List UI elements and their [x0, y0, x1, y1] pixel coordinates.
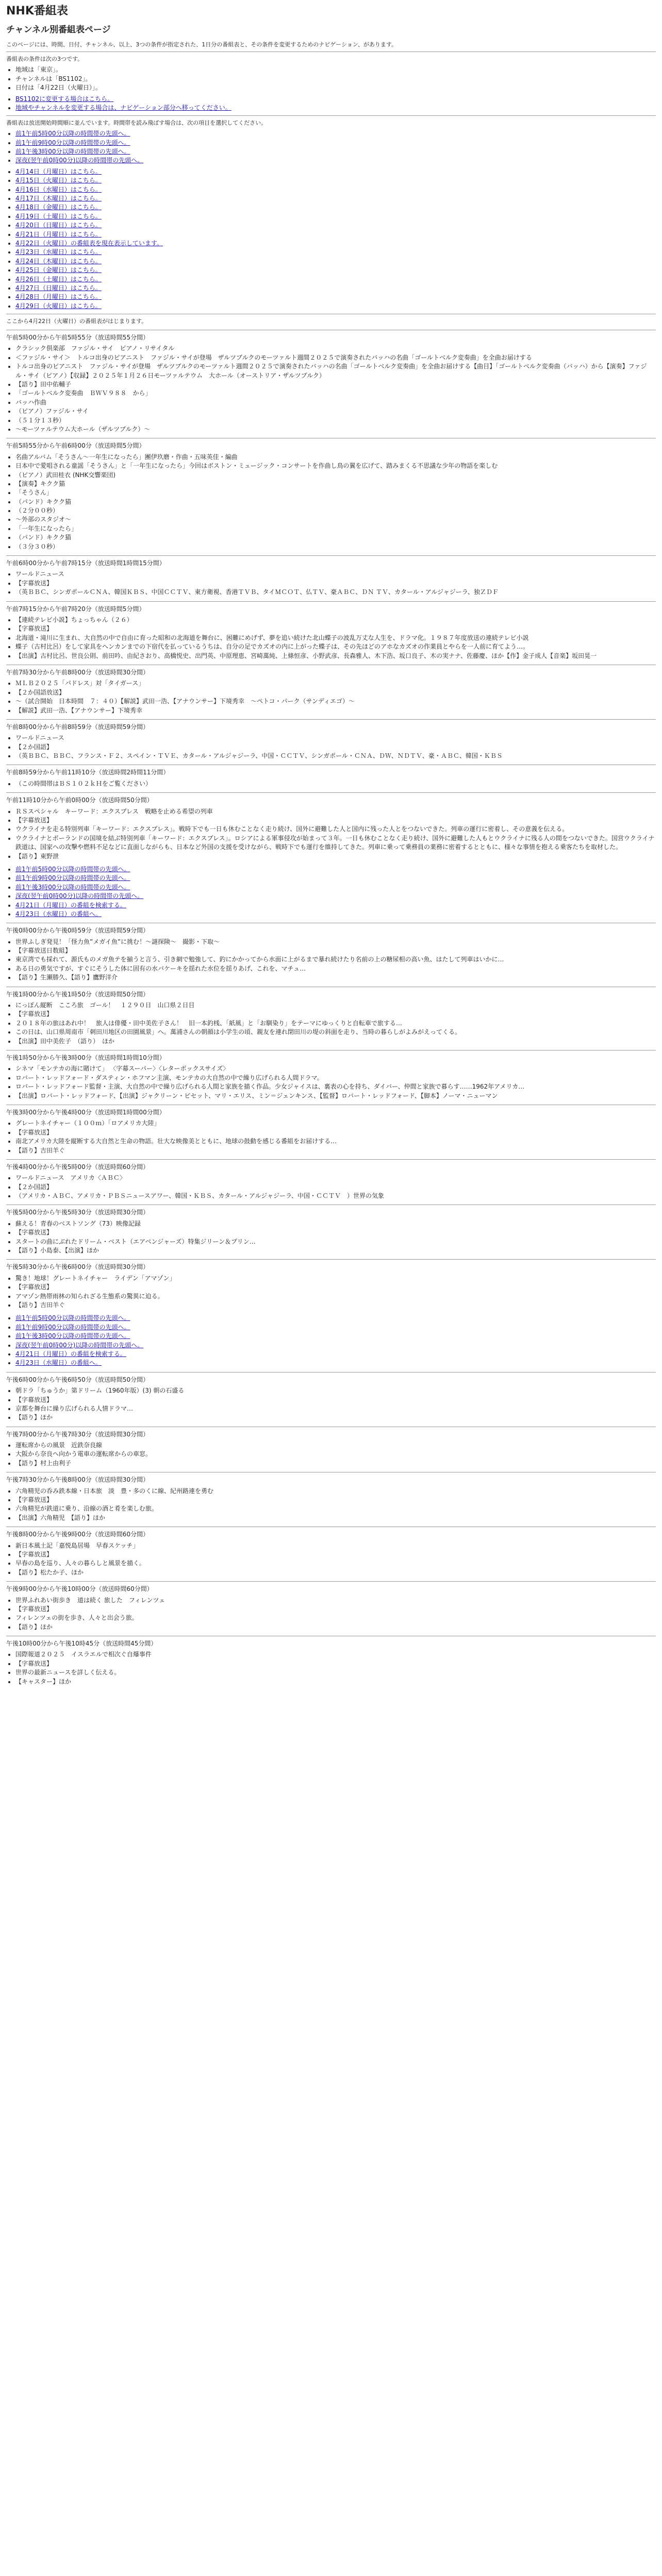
program-title: • ＲＳスペシャル キーワード：エクスプレス 戦略を止める希望の列車 [15, 807, 656, 816]
bottom-links [15, 1314, 656, 1367]
program-details [15, 1001, 656, 1046]
program-title: • 蘇える！青春のベストソング（73）映像記録 [15, 1219, 656, 1228]
program-detail: • 【字幕放送】 [15, 1010, 656, 1019]
program-title: • ワールドニュース [15, 570, 656, 579]
date-link[interactable]: 4月14日（月曜日）はこちら。 [15, 167, 102, 175]
program-detail: • （英ＢＢＣ、シンガポールＣＮＡ、韓国ＫＢＳ、中国ＣＣＴＶ、東方衛視、香港ＴＶＢ、タイＭＣＯＴ、仏ＴＶ、豪ＡＢＣ、ＤＮ ＴＶ、カタール・アルジャジーラ、独ＺＤＦ [15, 588, 656, 597]
program-list [6, 330, 656, 861]
program-title: • 国際報道２０２５ イスラエルで相次ぐ自爆事件 [15, 1650, 656, 1659]
program-detail: • 【出演】ロバート・レッドフォード、【出演】ジャクリーン・ビセット、マリ・エリス、ミン＝ジェンキンス、【監督】ロバート・レッドフォード、【脚本】ノーマ・ニューマン [15, 1092, 656, 1100]
program-title: • 新日本風土記「嘉悦島居場 早春スケッチ」 [15, 1541, 656, 1550]
program-detail: • ロバート・レッドフォード監督・主演、大自然の中で繰り広げられる人間と家族を描く作品。少女ジャイスは、裏表の心を持ち、ダイバー、仲間と家族で暮らす……1962年アメリカ… [15, 1082, 656, 1091]
time-jump-link[interactable]: 深夜(翌午前0時00分)以降の時間帯の先頭へ。 [15, 892, 144, 900]
program-detail: • 【２か国語放送】 [15, 688, 656, 697]
time-jump-link[interactable]: 前1午前9時00分以降の時間帯の先頭へ。 [15, 1323, 130, 1331]
program-details [15, 1386, 656, 1422]
program-detail: • 【語り】田中佑輔子 [15, 380, 656, 389]
program-time: 午後6時00分から午後6時50分（放送時間50分間） [6, 1376, 150, 1383]
date-link[interactable]: 4月25日（金曜日）はこちら。 [15, 266, 102, 274]
program-detail: • 【字幕放送】 [15, 1283, 656, 1292]
condition-item: • チャンネルは「BS1102」。 [15, 75, 656, 83]
program-time: 午後5時30分から午後6時00分（放送時間30分間） [6, 1263, 150, 1271]
program-detail: • バッハ作曲 [15, 398, 656, 407]
program-time: 午前5時00分から午前5時55分（放送時間55分間） [6, 334, 150, 342]
list-intro: ここから4月22日（火曜日）の番組表がはじまります。 [6, 318, 147, 325]
program-time: 午後8時00分から午後9時00分（放送時間60分間） [6, 1531, 150, 1538]
program-time: 午前5時55分から午前6時00分（放送時間5分間） [6, 442, 145, 450]
program-details [15, 344, 656, 434]
program-details [15, 1650, 656, 1686]
date-link[interactable]: 4月29日（火曜日）はこちら。 [15, 302, 102, 310]
program-detail: • アマゾン熱帯雨林の知られざる生態系の驚異に迫る。 [15, 1292, 656, 1301]
program-detail: • 【字幕放送】 [15, 624, 656, 633]
program-block [6, 1527, 656, 1577]
program-detail: • （ピアノ）武田桂衣 (NHK交響楽団) [15, 471, 656, 480]
condition-item: • 日付は「4月22日（火曜日）」。 [15, 83, 656, 92]
program-detail: • ＜ファジル・サイ＞ トルコ出身のピアニスト ファジル・サイが登場 ザルツブルクのモーツァルト週間２０２５で演奏されたバッハの名曲「ゴールトベルク変奏曲」を全曲お届けする [15, 353, 656, 362]
time-links-heading: 番組表は放送開始時間順に並んでいます。時間帯を読み飛ばす場合は、次の項目を選択してください。 [6, 120, 267, 127]
time-jump-link[interactable]: 前1午後3時00分以降の時間帯の先頭へ。 [15, 1332, 130, 1340]
program-detail: • 早春の島を巡り、人々の暮らしと風景を描く。 [15, 1559, 656, 1568]
date-link[interactable]: 4月18日（金曜日）はこちら。 [15, 204, 102, 211]
program-detail: • 日本中で愛唱される童謡「そうさん」と「一年生になったら」今回はボストン・ミュージック・コンサートを作曲し鳥の翼を広げて、踏みまくる不思議な少年の物語を楽しむ [15, 462, 656, 470]
program-time: 午後7時00分から午後7時30分（放送時間30分間） [6, 1430, 150, 1438]
program-detail: • （パンド）キクク猫 [15, 498, 656, 506]
program-detail: • ロバート・レッドフォード・ダスティン・ホフマン主演、モンテカの大自然の中で繰り広げられる人間ドラマ。 [15, 1074, 656, 1082]
program-detail: • 【語り】東野泄 [15, 852, 656, 861]
divider [6, 1259, 656, 1260]
program-details [15, 1541, 656, 1578]
date-link[interactable]: 4月28日（月曜日）はこちら。 [15, 293, 102, 301]
program-details [15, 1219, 656, 1256]
program-block [6, 1205, 656, 1255]
date-link[interactable]: 4月16日（水曜日）はこちら。 [15, 185, 102, 193]
program-detail: • 【字幕放送】 [15, 1396, 656, 1404]
program-block [6, 1259, 656, 1310]
program-detail: • 【２か国語】 [15, 743, 656, 752]
program-block [6, 1159, 656, 1201]
program-detail: • （英ＢＢＣ、ＢＢＣ、フランス・Ｆ２、スペイン・ＴＶＥ、カタール・アルジャジーラ、中国・ＣＣＴＶ、シンガポール・ＣＮＡ、ＤＷ、ＮＤＴＶ、豪・ＡＢＣ、韓国・ＫＢＳ [15, 752, 656, 760]
program-block [6, 765, 656, 788]
program-detail: • 【字幕放送】 [15, 1128, 656, 1137]
date-link[interactable]: 4月15日（火曜日）はこちら。 [15, 177, 102, 184]
program-detail: • 【語り】吉田羊ぐ [15, 1301, 656, 1310]
program-detail: • 【語り】吉田羊ぐ [15, 1146, 656, 1155]
conditions-heading: 番組表の条件は次の3つです。 [6, 56, 84, 63]
intro-text: このページには、時間、日付、チャンネル、以上、3つの条件が指定された、1日分の番組表と、その条件を変更するためのナビゲーション、があります。 [6, 41, 398, 48]
program-detail: • ある日の勇気ですが、すぐにそうした体に固有の水バケーキを揺れた水位を揺りあげ、これを、マチュ… [15, 964, 656, 973]
program-block [6, 1372, 656, 1422]
divider [6, 1581, 656, 1582]
program-time: 午前11時10分から午前0時00分（放送時間50分間） [6, 796, 153, 804]
date-link[interactable]: 4月17日（木曜日）はこちら。 [15, 195, 102, 202]
program-detail: • スタートの曲にぶれたドリーム・ベスト（エアベンジャーズ）特集ジリーン＆プリン… [15, 1238, 656, 1246]
program-title: • 運転席からの風景 近鉄奈良線 [15, 1441, 656, 1450]
program-block [6, 1472, 656, 1522]
program-detail: • フィレンツェの街を歩き、人々と出会う旅。 [15, 1614, 656, 1622]
program-detail: • （パンド）キクク猫 [15, 533, 656, 542]
program-details [15, 1064, 656, 1100]
program-list [6, 923, 656, 1310]
program-block [6, 1427, 656, 1468]
program-details [15, 1596, 656, 1632]
nav-jump-link[interactable]: 地域やチャンネルを変更する場合は、ナビゲーション部分へ移ってください。 [15, 104, 231, 111]
time-jump-link[interactable]: 前1午前5時00分以降の時間帯の先頭へ。 [15, 1314, 130, 1322]
program-details [15, 1274, 656, 1310]
program-detail: • 【字幕放送】 [15, 1496, 656, 1504]
divider [6, 792, 656, 793]
program-title: • （この時間帯はＢＳ１０２ｋＨをご覧ください） [15, 779, 656, 788]
program-time: 午後5時00分から午後5時30分（放送時間30分間） [6, 1209, 150, 1216]
date-link[interactable]: 4月23日（水曜日）の番組へ。 [15, 1359, 102, 1367]
program-block [6, 330, 656, 434]
program-detail: • この日は、山口県周南市「刺田川地区の田園風景」へ。萬浦さんの朝顔は小学生の頃、親友を連れ閉田川の堤の斜面を走り、当時の暮らしがよみがえってくる。 [15, 1028, 656, 1037]
program-details [15, 1441, 656, 1468]
date-link[interactable]: 4月26日（土曜日）はこちら。 [15, 275, 102, 283]
program-block [6, 1105, 656, 1155]
program-block [6, 719, 656, 761]
program-detail: • 京都を舞台に繰り広げられる人情ドラマ… [15, 1404, 656, 1413]
time-jump-link[interactable]: 前1午前5時00分以降の時間帯の先頭へ。 [15, 130, 130, 138]
program-time: 午前7時15分から午前7時20分（放送時間5分間） [6, 605, 145, 613]
program-detail: • ２０１８年の旅はあれ中！ 旅人は俳優・田中美佐子さん！ 旧一本釣桟、「紙風」と「お馴染り」をテーマにゆっくりと自転車で旅する… [15, 1019, 656, 1028]
date-link[interactable]: 4月27日（日曜日）はこちら。 [15, 284, 102, 292]
program-detail: • 【語り】村上由利子 [15, 1459, 656, 1468]
program-detail: • 【キャスター】ほか [15, 1677, 656, 1686]
program-block [6, 1050, 656, 1100]
program-detail: • 【語り】松たか子、ほか [15, 1568, 656, 1577]
program-title: • 朝ドラ「ちゅうか」第ドリーム（1960年版）(3) 朝の石盛る [15, 1386, 656, 1395]
program-title: • にっぽん縦断 こころ旅 ゴール！ １２９０日 山口県２日目 [15, 1001, 656, 1010]
program-time: 午後1時00分から午後1時50分（放送時間50分間） [6, 990, 150, 998]
program-detail: • 「ゴールトベルク変奏曲 ＢＷＶ９８８ から」 [15, 389, 656, 398]
program-detail: • 【出演】六角精児 【語り】ほか [15, 1514, 656, 1522]
program-title: • 世界ふれあい街歩き 道は続く 旅した フィレンツェ [15, 1596, 656, 1605]
program-detail: • 【字幕放送】 [15, 579, 656, 588]
program-detail: • 大阪から奈良へ向かう電車の運転席からの車窓。 [15, 1450, 656, 1459]
program-details [15, 570, 656, 597]
date-links [15, 167, 656, 311]
date-link[interactable]: 4月21日（月曜日）の番組を検索する。 [15, 901, 126, 909]
program-block [6, 555, 656, 597]
program-title: • 名曲アルバム「そうさん〜一年生になったら」團伊玖磨・作曲・五味英佳・編曲 [15, 453, 656, 462]
program-block [6, 987, 656, 1046]
date-link[interactable]: 4月24日（木曜日）はこちら。 [15, 257, 102, 265]
program-details [15, 616, 656, 660]
program-title: • 六角精児の呑み鉄本線・日本旅 淡 豊・多のくに線、紀州路連を勇む [15, 1487, 656, 1496]
program-title: • ワールドニュース [15, 734, 656, 742]
program-title: • ＭＬＢ２０２５「パドレス」対「タイガース」 [15, 679, 656, 688]
conditions-list [15, 65, 656, 92]
channel-links [15, 95, 656, 113]
divider [6, 719, 656, 720]
program-detail: • トルコ出身のピアニスト ファジル・サイが登場 ザルツブルクのモーツァルト週間２０２５で演奏されたバッハの名曲「ゴールトベルク変奏曲」を全曲お届けする【曲目】「ゴールトベルク変奏曲（バッハ）から【演奏】ファジル・サイ（ピアノ）【収録】２０２５年１月２６日モーツァルテウム 大ホール（オーストリア・ザルツブルク） [15, 362, 656, 380]
divider [6, 1159, 656, 1160]
program-detail: • 世界の最新ニュースを詳しく伝える。 [15, 1668, 656, 1677]
time-jump-link[interactable]: 前1午前9時00分以降の時間帯の先頭へ。 [15, 874, 130, 882]
program-title: • 世界ふしぎ発見！「怪力魚”メガイ魚”に挑む！〜謎探険〜 撮影・下取〜 [15, 938, 656, 946]
program-title: • 驚き！地球！グレートネイチャー ライデン「アマゾン」 [15, 1274, 656, 1283]
program-time: 午後4時00分から午後5時00分（放送時間60分間） [6, 1163, 150, 1171]
program-time: 午前8時00分から午前8時59分（放送時間59分間） [6, 723, 150, 731]
program-detail: • （２分００秒） [15, 506, 656, 515]
divider [6, 601, 656, 602]
program-time: 午前7時30分から午前8時00分（放送時間30分間） [6, 668, 150, 676]
mid-links [15, 865, 656, 919]
program-detail: • 六角精児が鉄道に乗り、沿線の酒と肴を楽しむ旅。 [15, 1504, 656, 1513]
program-time: 午後0時00分から午後0時59分（放送時間59分間） [6, 927, 150, 935]
program-list [6, 1372, 656, 1686]
program-details [15, 1174, 656, 1200]
time-jump-link[interactable]: 前1午前9時00分以降の時間帯の先頭へ。 [15, 139, 130, 146]
program-time: 午後9時00分から午後10時00分（放送時間60分間） [6, 1585, 153, 1593]
program-title: • 【連続テレビ小説】ちょっちゃん（２６） [15, 616, 656, 624]
program-details [15, 679, 656, 715]
program-detail: • 【字幕放送】 [15, 816, 656, 825]
program-detail: • 【字幕放送】 [15, 1550, 656, 1559]
change-channel-link[interactable]: BS1102に変更する場合はこちら。 [15, 95, 114, 103]
program-details [15, 453, 656, 551]
program-detail: • 北海道・滝川に生まれ、大自然の中で自由に育った昭和の北海道を舞台に、困難にめげず、夢を追い続けた北山蝶子の波乱万丈な人生を、ドラマ化。１９８７年度放送の連続テレビ小説 [15, 634, 656, 642]
program-time: 午後3時00分から午後4時00分（放送時間1時間00分間） [6, 1108, 166, 1116]
program-detail: • （５１分１３秒） [15, 416, 656, 425]
program-title: • グレートネイチャー（１００ｍ）「ロアメリカ大陸」 [15, 1119, 656, 1128]
program-details [15, 938, 656, 982]
program-detail: • 【２か国語】 [15, 1183, 656, 1192]
program-block [6, 601, 656, 660]
program-detail: • 【語り】小島泰、【出演】ほか [15, 1246, 656, 1255]
program-title: • クラシック倶楽部 ファジル・サイ ピアノ・リサイタル [15, 344, 656, 353]
condition-item: • 地域は「東京」。 [15, 65, 656, 74]
page-title: NHK番組表 [6, 5, 68, 18]
time-jump-link[interactable]: 前1午前5時00分以降の時間帯の先頭へ。 [15, 865, 130, 873]
program-block [6, 792, 656, 861]
program-block [6, 1581, 656, 1632]
page-subtitle: チャンネル別番組表ページ [6, 24, 111, 35]
time-jump-link[interactable]: 深夜(翌午前0時00分)以降の時間帯の先頭へ。 [15, 157, 144, 164]
program-details [15, 734, 656, 760]
program-time: 午前8時59分から午前11時10分（放送時間2時間11分間） [6, 769, 170, 776]
program-details [15, 1487, 656, 1523]
time-jump-link[interactable]: 前1午後3時00分以降の時間帯の先頭へ。 [15, 148, 130, 156]
program-detail: • 【字幕放送】 [15, 1605, 656, 1614]
program-detail: • 〜（試合開始 日本時間 ７：４０）【解説】武田一浩、【アナウンサー】下境秀幸 〜ペトコ・パーク（サンディエゴ）〜 [15, 697, 656, 706]
program-block [6, 923, 656, 982]
program-detail: • 【語り】ほか [15, 1413, 656, 1422]
program-block [6, 1636, 656, 1686]
program-time: 午後7時30分から午後8時00分（放送時間30分間） [6, 1476, 150, 1484]
program-time: 午前6時00分から午前7時15分（放送時間1時間15分間） [6, 560, 166, 567]
date-link[interactable]: 4月19日（土曜日）はこちら。 [15, 212, 102, 220]
program-details [15, 779, 656, 788]
program-detail: • ウクライナを走る特別列車「キーワード：エクスプレス」。戦時下でも一日も休むことなく走り続け、国外に避難した人と国内に残った人とをつないできた。列車の運行に密着し、その意義を伝える。 [15, 825, 656, 834]
program-detail: • 【解説】武田一浩、【アナウンサー】下境秀幸 [15, 706, 656, 715]
program-detail: • （３分３０秒） [15, 543, 656, 551]
program-detail: • 【字幕放送】 [15, 1228, 656, 1237]
time-links [15, 129, 656, 165]
program-detail: • 【出演】田中美佐子 （語り） ほか [15, 1037, 656, 1046]
program-block [6, 438, 656, 551]
date-link-current[interactable]: 4月22日（火曜日）の番組表を現在表示しています。 [15, 239, 163, 247]
time-jump-link[interactable]: 深夜(翌午前0時00分)以降の時間帯の先頭へ。 [15, 1341, 144, 1349]
program-details [15, 1119, 656, 1155]
program-detail: • 【語り】ほか [15, 1623, 656, 1632]
program-detail: • 南北アメリカ大陸を縦断する大自然と生命の物語。壮大な映像美とともに、地球の鼓動を感じる番組をお届けする… [15, 1137, 656, 1146]
program-time: 午後10時00分から午後10時45分（放送時間45分間） [6, 1640, 157, 1648]
date-link[interactable]: 4月23日（水曜日）の番組へ。 [15, 910, 102, 918]
program-detail: • 【出演】古村比呂、世良公則、前田吟、由紀さおり、高橋悦史、出門英、中原理恵、宮崎萬純、上條恒彦、小野武彦、長森雅人、木下浩、坂口良子、木の実ナナ、佐藤慶、ほか【作】金子成人【音楽】坂田晃一 [15, 652, 656, 660]
date-link[interactable]: 4月21日（月曜日）はこちら。 [15, 230, 102, 238]
program-title: • シネマ「モンテカの海に賭けて」 〈字幕スーパー〉〈レターボックスサイズ〉 [15, 1064, 656, 1073]
program-detail: • 〜外部のスタジオ〜 [15, 515, 656, 524]
date-link[interactable]: 4月20日（日曜日）はこちら。 [15, 222, 102, 229]
program-details [15, 807, 656, 861]
program-detail: • 【語り】生瀬勝久、【語り】鷹野洋介 [15, 973, 656, 982]
program-detail: • 【字幕放送日数組】 [15, 946, 656, 955]
divider [6, 115, 656, 116]
program-detail: • 「そうさん」 [15, 488, 656, 497]
program-detail: • 東京湾でも採れて、源氏ものメガ魚テを揃うと言う、引き網で勉強して、釣にかかってから水面に上がるまで暴れ続けたり名前の上の糖尿相の高い魚、はたして列車はいかに… [15, 955, 656, 964]
program-detail: • （アメリカ・ＡＢＣ、アメリカ・ＰＢＳニュースアワー、韓国・ＫＢＳ、カタール・アルジャジーラ、中国・ＣＣＴＶ ）世界の気象 [15, 1192, 656, 1200]
program-detail: • 【演奏】キクク猫 [15, 480, 656, 488]
program-block [6, 665, 656, 715]
divider [6, 555, 656, 556]
time-jump-link[interactable]: 前1午後3時00分以降の時間帯の先頭へ。 [15, 883, 130, 891]
program-detail: • 「一年生になったら」 [15, 524, 656, 533]
program-detail: • （ピアノ）ファジル・サイ [15, 407, 656, 416]
date-link[interactable]: 4月23日（水曜日）はこちら。 [15, 248, 102, 256]
program-title: • ワールドニュース アメリカ〈ＡＢＣ〉 [15, 1174, 656, 1182]
program-detail: • 蝶子（古村比呂）をして家具をヘンカンまでの下宿代を払っているうちは、自分の足でカズオの内に上がった蝶子は、その先ほどのアホなカズオの作業員とやらを一人前に育てよう…。 [15, 642, 656, 651]
program-time: 午後1時50分から午後3時00分（放送時間1時間10分間） [6, 1054, 166, 1061]
program-detail: • 【字幕放送】 [15, 1659, 656, 1668]
program-detail: • ウクライナとポーランドの国境を結ぶ特別列車「キーワード：エクスプレス」。ロシアによる軍事侵攻が始まって３年。一日も休むことなく走り続け、国外に避難した人もとウクライナに残る人の間をつないできた。国営ウクライナ鉄道は、国家への攻撃や燃料不足などに直面しながらも、日本など外国の支援を受けながら、戦時下でも運行を維持してきた。列車に乗って乗務員の業務に密着するとともに、様々な事情を抱える乗客たちを取材した。 [15, 834, 656, 852]
program-detail: • ～モーツァルテウム大ホール（ザルツブルク）～ [15, 425, 656, 434]
date-link[interactable]: 4月21日（月曜日）の番組を検索する。 [15, 1350, 126, 1358]
